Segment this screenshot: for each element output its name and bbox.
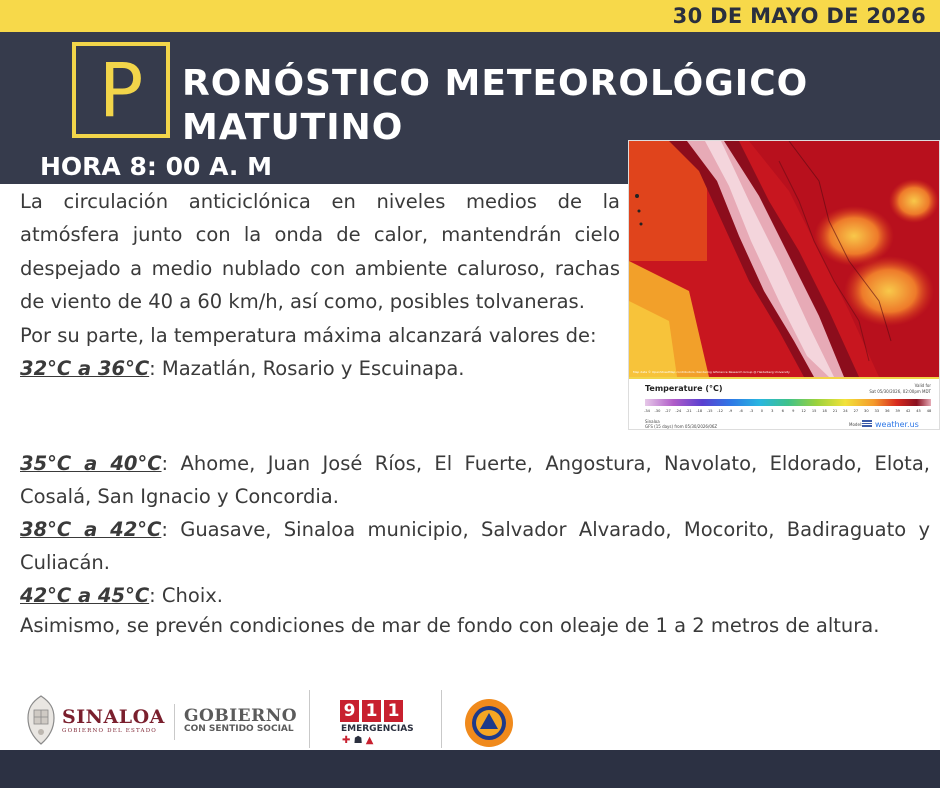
map-model: GFS (15 days) from 05/30/2026/06Z (645, 424, 718, 429)
scale-tick-label: 6 (781, 409, 784, 413)
range-item-1 (20, 352, 620, 385)
range-1-value: 32°C a 36°C (20, 357, 150, 381)
scale-tick-label: 33 (874, 409, 880, 413)
title-initial-letter: P (98, 48, 144, 134)
bulletin-date: 30 DE MAYO DE 2026 (672, 4, 926, 28)
map-legend-title: Temperature (°C) (645, 384, 723, 393)
gobierno-logo-subtitle: CON SENTIDO SOCIAL (184, 724, 294, 734)
scale-tick-label: 27 (853, 409, 859, 413)
scale-tick-label: 39 (895, 409, 900, 413)
scale-tick-label: -30 (654, 409, 661, 413)
emergency-services-icons: ✚ ☗ ▲ (342, 735, 374, 746)
scale-tick-label: 21 (832, 409, 838, 413)
scale-tick-label: -18 (696, 409, 703, 413)
scale-tick-label: 42 (905, 409, 911, 413)
emergency-911-logo (340, 700, 406, 722)
map-model-label: Model: (849, 422, 863, 427)
range-2-places: : Ahome, Juan José Ríos, El Fuerte, Angostura, Navolato, Eldorado, Elota, Cosalá, San Ignacio y Concordia. (20, 452, 930, 509)
scale-tick-label: 30 (864, 409, 869, 413)
gobierno-logo-text: GOBIERNO (184, 706, 298, 726)
scale-tick-label: -21 (685, 409, 692, 413)
scale-tick-label: -12 (717, 409, 724, 413)
scale-tick-label: 9 (792, 409, 795, 413)
scale-tick-label: 24 (843, 409, 848, 413)
scale-tick-label: -24 (675, 409, 682, 413)
forecast-hour: HORA 8: 00 A. M (40, 152, 272, 181)
map-valid-time: Sat 05/30/2026, 02:00pm MDT (869, 389, 931, 394)
digit-1a: 1 (362, 700, 381, 722)
emergencias-label: EMERGENCIAS (341, 724, 414, 734)
forecast-paragraph-1: La circulación anticiclónica en niveles medios de la atmósfera junto con la onda de calor, mantendrán cielo despejado a medio nublado con ambiente caluroso, rachas de viento de 40 a 60 km/h, así como, posibles tolvaneras. (20, 190, 620, 314)
scale-tick-label: 18 (822, 409, 827, 413)
scale-tick-label: -3 (749, 409, 754, 413)
scale-tick-label: 3 (771, 409, 774, 413)
scale-tick-label: 48 (926, 409, 932, 413)
range-2-value: 35°C a 40°C (20, 452, 162, 475)
civil-protection-emblem-icon (464, 698, 514, 748)
sinaloa-coat-of-arms-icon (24, 694, 58, 746)
range-item-2 (20, 447, 930, 514)
map-valid-label: Valid for (914, 383, 931, 388)
scale-tick-label: -9 (728, 409, 733, 413)
scale-tick-label: 0 (760, 409, 764, 413)
forecast-paragraph-3: Asimismo, se prevén condiciones de mar de fondo con oleaje de 1 a 2 metros de altura. (20, 614, 880, 637)
range-3-value: 38°C a 42°C (20, 518, 162, 541)
digit-1b: 1 (384, 700, 403, 722)
scale-tick-label: -6 (739, 409, 743, 413)
scale-tick-label: 15 (811, 409, 817, 413)
scale-tick-label: 45 (916, 409, 921, 413)
range-item-4 (20, 579, 930, 612)
range-3-places: : Guasave, Sinaloa municipio, Salvador Alvarado, Mocorito, Badiraguato y Culiacán. (20, 518, 930, 575)
range-4-places: : Choix. (149, 584, 223, 607)
title-initial-box (72, 42, 170, 138)
map-attribution: Map data © OpenStreetMap contributors, Rendering GIScience Research Group @ Heidelberg University (633, 370, 790, 374)
bottom-bar (0, 750, 940, 788)
logo-divider-3 (441, 690, 442, 748)
temperature-map-graphic (629, 141, 940, 430)
sinaloa-logo-text: SINALOA (62, 706, 165, 728)
logo-divider-1 (174, 704, 175, 740)
map-brand: weather.us (875, 420, 919, 429)
title-line-1: RONÓSTICO METEOROLÓGICO (182, 63, 809, 104)
scale-tick-label: -15 (706, 409, 713, 413)
scale-tick-label: -34 (644, 409, 650, 413)
temperature-map (628, 140, 940, 430)
forecast-body (20, 185, 620, 385)
title-line-2: MATUTINO (182, 107, 404, 148)
logo-divider-2 (309, 690, 310, 748)
range-1-places: : Mazatlán, Rosario y Escuinapa. (149, 357, 465, 381)
temperature-color-scale (645, 399, 931, 406)
us-flag-icon (862, 420, 872, 427)
page-title (182, 62, 808, 150)
range-item-3 (20, 513, 930, 580)
scale-tick-label: 36 (884, 409, 890, 413)
range-4-value: 42°C a 45°C (20, 584, 150, 607)
digit-9: 9 (340, 700, 359, 722)
scale-tick-label: -27 (664, 409, 671, 413)
forecast-paragraph-2: Por su parte, la temperatura máxima alcanzará valores de: (20, 323, 597, 347)
scale-tick-label: 12 (801, 409, 806, 413)
map-region: Sinaloa (645, 419, 660, 424)
sinaloa-logo-subtitle: GOBIERNO DEL ESTADO (62, 728, 158, 734)
